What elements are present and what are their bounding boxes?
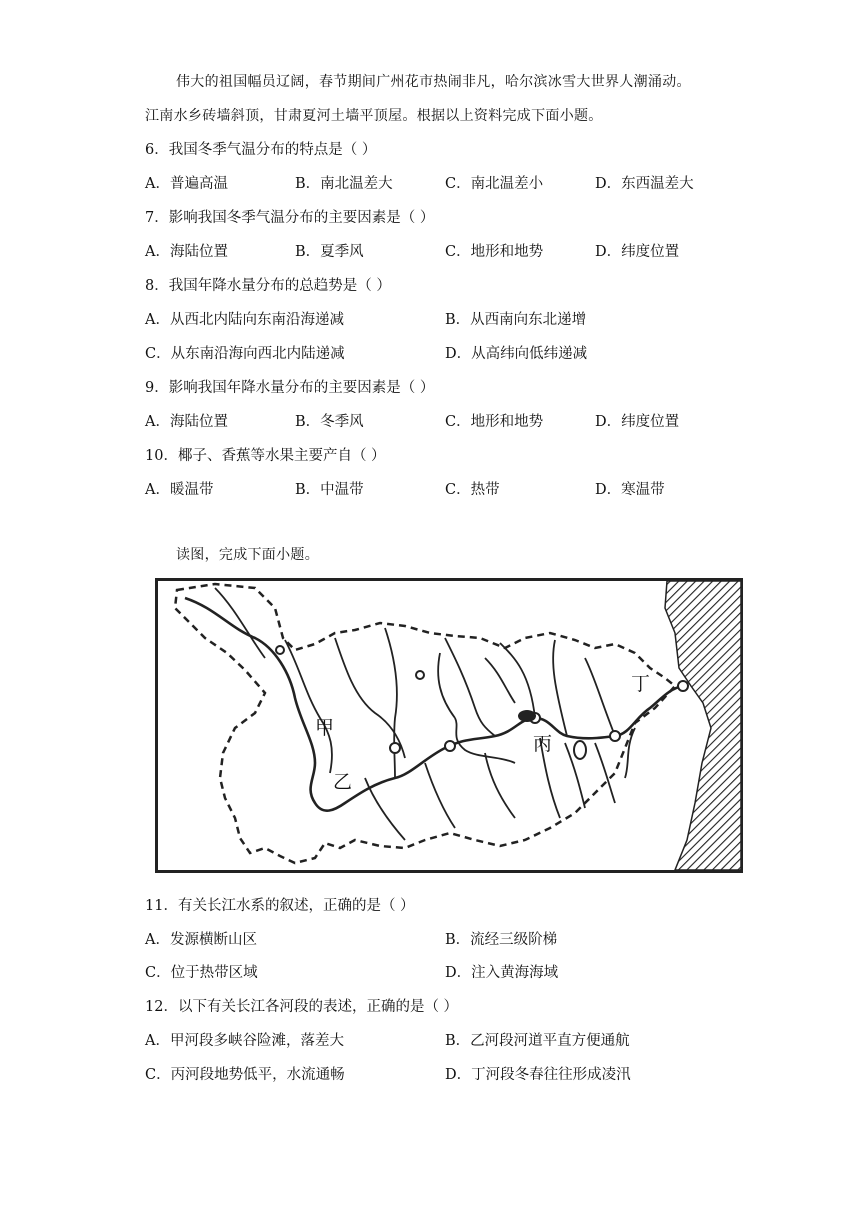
- question-9-option-b[interactable]: B．冬季风: [295, 414, 364, 430]
- intro-line-1: 伟大的祖国幅员辽阔，春节期间广州花市热闹非凡，哈尔滨冰雪大世界人潮涌动。: [176, 74, 691, 90]
- question-10-option-a[interactable]: A．暖温带: [145, 482, 214, 498]
- question-6-option-a[interactable]: A．普遍高温: [145, 176, 228, 192]
- question-6-option-b[interactable]: B．南北温差大: [295, 176, 393, 192]
- question-6-option-d[interactable]: D．东西温差大: [595, 176, 694, 192]
- question-12-option-d[interactable]: D．丁河段冬春往往形成凌汛: [445, 1067, 631, 1083]
- question-8-option-c[interactable]: C．从东南沿海向西北内陆递减: [145, 346, 345, 362]
- label-bing: 丙: [533, 733, 553, 755]
- question-11-option-c[interactable]: C．位于热带区域: [145, 965, 258, 981]
- map-frame: [157, 580, 742, 872]
- poyang-lake: [574, 741, 586, 759]
- question-12-option-c[interactable]: C．丙河段地势低平，水流通畅: [145, 1067, 345, 1083]
- question-8-option-a[interactable]: A．从西北内陆向东南沿海递减: [145, 312, 344, 328]
- question-9-option-d[interactable]: D．纬度位置: [595, 414, 680, 430]
- question-6-stem: 6．我国冬季气温分布的特点是（ ）: [145, 142, 377, 158]
- question-10-option-c[interactable]: C．热带: [445, 482, 500, 498]
- question-12-stem: 12．以下有关长江各河段的表述，正确的是（ ）: [145, 999, 459, 1015]
- question-9-stem: 9．影响我国年降水量分布的主要因素是（ ）: [145, 380, 435, 396]
- question-11-option-a[interactable]: A．发源横断山区: [145, 932, 257, 948]
- map-intro: 读图，完成下面小题。: [176, 547, 319, 563]
- question-8-stem: 8．我国年降水量分布的总趋势是（ ）: [145, 278, 391, 294]
- question-11-option-d[interactable]: D．注入黄海海域: [445, 965, 559, 981]
- question-8-option-b[interactable]: B．从西南向东北递增: [445, 312, 587, 328]
- question-8-option-d[interactable]: D．从高纬向低纬递减: [445, 346, 588, 362]
- question-7-option-b[interactable]: B．夏季风: [295, 244, 364, 260]
- question-9-option-c[interactable]: C．地形和地势: [445, 414, 544, 430]
- question-7-stem: 7．影响我国冬季气温分布的主要因素是（ ）: [145, 210, 435, 226]
- question-10-option-d[interactable]: D．寒温带: [595, 482, 665, 498]
- question-7-option-a[interactable]: A．海陆位置: [145, 244, 228, 260]
- question-7-option-c[interactable]: C．地形和地势: [445, 244, 544, 260]
- question-10-stem: 10．椰子、香蕉等水果主要产自（ ）: [145, 448, 386, 464]
- question-7-option-d[interactable]: D．纬度位置: [595, 244, 680, 260]
- question-9-option-a[interactable]: A．海陆位置: [145, 414, 228, 430]
- question-12-option-b[interactable]: B．乙河段河道平直方便通航: [445, 1033, 630, 1049]
- dongting-lake: [518, 710, 536, 722]
- yangtze-river-map: [155, 578, 743, 873]
- question-11-stem: 11．有关长江水系的叙述，正确的是（ ）: [145, 898, 415, 914]
- intro-line-2: 江南水乡砖墙斜顶，甘肃夏河土墙平顶屋。根据以上资料完成下面小题。: [145, 108, 603, 124]
- label-ding: 丁: [631, 673, 651, 695]
- question-11-option-b[interactable]: B．流经三级阶梯: [445, 932, 558, 948]
- question-10-option-b[interactable]: B．中温带: [295, 482, 364, 498]
- question-6-option-c[interactable]: C．南北温差小: [445, 176, 544, 192]
- label-yi: 乙: [333, 771, 353, 793]
- label-jia: 甲: [315, 717, 335, 739]
- question-12-option-a[interactable]: A．甲河段多峡谷险滩，落差大: [145, 1033, 344, 1049]
